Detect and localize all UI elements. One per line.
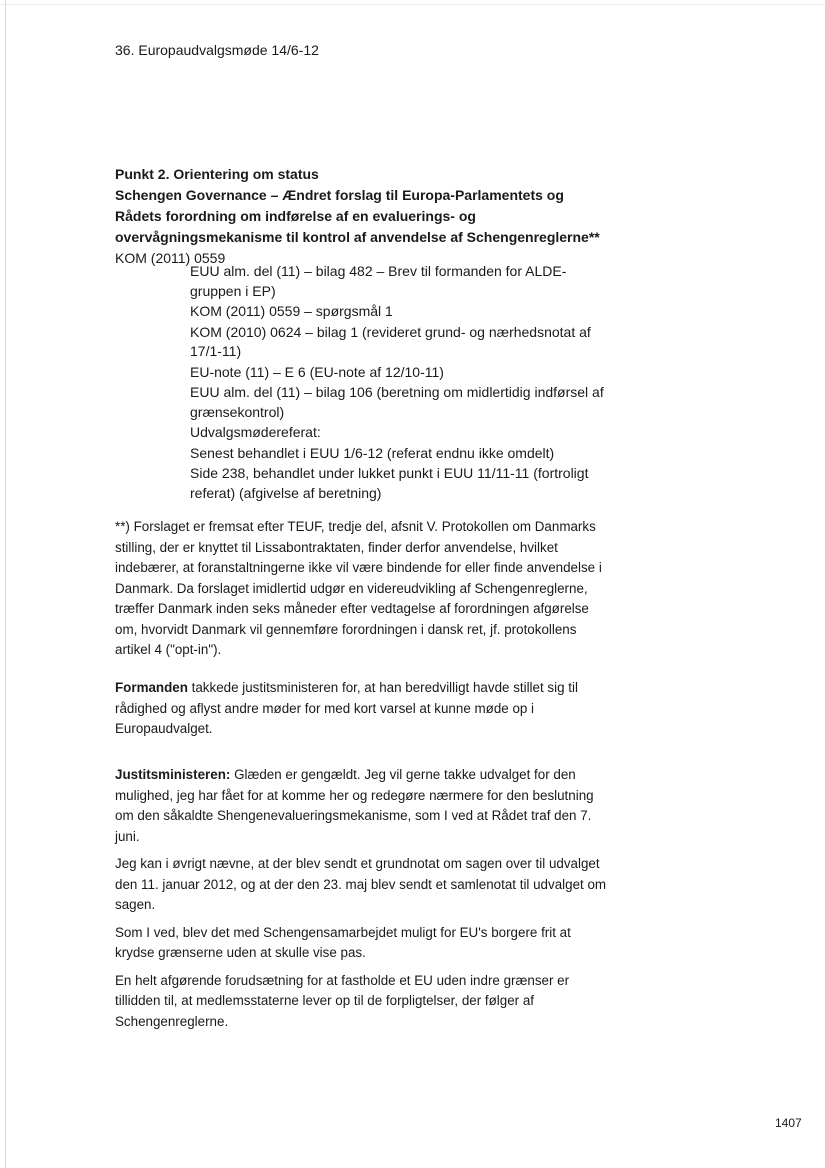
proposal-title-line-1: Schengen Governance – Ændret forslag til Europa-Parlamentets og xyxy=(115,187,564,203)
speech-text: takkede justitsministeren for, at han beredvilligt havde stillet sig til rådighed og aflyst andre møder for med kort varsel at kunne møde op i Europaudvalget. xyxy=(115,680,578,736)
speaker-name: Justitsministeren: xyxy=(115,767,231,782)
kom-reference: KOM (2011) 0559 xyxy=(115,250,226,266)
reference-item: KOM (2010) 0624 – bilag 1 (revideret grund- og nærhedsnotat af 17/1-11) xyxy=(190,323,591,359)
reference-item: EUU alm. del (11) – bilag 106 (beretning om midlertidig indførsel af grænsekontrol) xyxy=(190,384,604,420)
formanden-paragraph xyxy=(115,678,607,747)
meeting-header: 36. Europaudvalgsmøde 14/6-12 xyxy=(115,42,319,58)
agenda-heading xyxy=(115,164,615,269)
reference-item: Side 238, behandlet under lukket punkt i EUU 11/11-11 (fortroligt referat) (afgivelse af beretning) xyxy=(190,465,589,501)
page-number: 1407 xyxy=(775,1116,802,1130)
proposal-title-line-3: overvågningsmekanisme til kontrol af anvendelse af Schengenreglerne** xyxy=(115,229,600,245)
reference-item: EU-note (11) – E 6 (EU-note af 12/10-11) xyxy=(190,363,444,380)
speaker-name: Formanden xyxy=(115,680,188,695)
justitsministeren-paragraphs xyxy=(115,765,607,1039)
speech-text: Glæden er gengældt. Jeg vil gerne takke udvalget for den mulighed, jeg har fået for at komme her og redegøre nærmere for den beslutning om den såkaldte Shengenevalueringsmekanisme, som I ved at Rådet traf den 7. juni. xyxy=(115,767,594,844)
proposal-title-line-2: Rådets forordning om indførelse af en evaluerings- og xyxy=(115,208,476,224)
speech-paragraph: En helt afgørende forudsætning for at fastholde et EU uden indre grænser er tillidden til, at medlemsstaterne lever op til de forpligtelser, der følger af Schengenreglerne. xyxy=(115,972,570,1029)
reference-item: Udvalgsmødereferat: xyxy=(190,424,321,440)
reference-item: EUU alm. del (11) – bilag 482 – Brev til formanden for ALDE-gruppen i EP) xyxy=(190,263,567,299)
footnote: **) Forslaget er fremsat efter TEUF, tredje del, afsnit V. Protokollen om Danmarks stilling, der er knyttet til Lissabontraktaten, finder derfor anvendelse, hvilket indebærer, at foranstaltningerne ikke vil være bindende for eller finde anvendelse i Danmark. Da forslaget imidlertid udgør en videreudvikling af Schengenreglerne, træffer Danmark inden seks måneder efter vedtagelse af forordningen afgørelse om, hvorvidt Danmark vil gennemføre forordningen i dansk ret, jf. protokollens artikel 4 ("opt-in"). xyxy=(115,519,602,657)
scan-edge-top xyxy=(0,4,825,5)
scan-edge xyxy=(5,0,6,1168)
speech-paragraph: Jeg kan i øvrigt nævne, at der blev sendt et grundnotat om sagen over til udvalget den 11. januar 2012, og at der den 23. maj blev sendt et samlenotat til udvalget om sagen. xyxy=(115,856,607,912)
reference-item: KOM (2011) 0559 – spørgsmål 1 xyxy=(190,303,393,319)
reference-list xyxy=(190,262,610,504)
speech-paragraph: Som I ved, blev det med Schengensamarbejdet muligt for EU's borgere frit at krydse grænserne uden at skulle vise pas. xyxy=(115,924,571,960)
agenda-item-title: Punkt 2. Orientering om status xyxy=(115,166,319,182)
reference-item: Senest behandlet i EUU 1/6-12 (referat endnu ikke omdelt) xyxy=(190,444,555,461)
